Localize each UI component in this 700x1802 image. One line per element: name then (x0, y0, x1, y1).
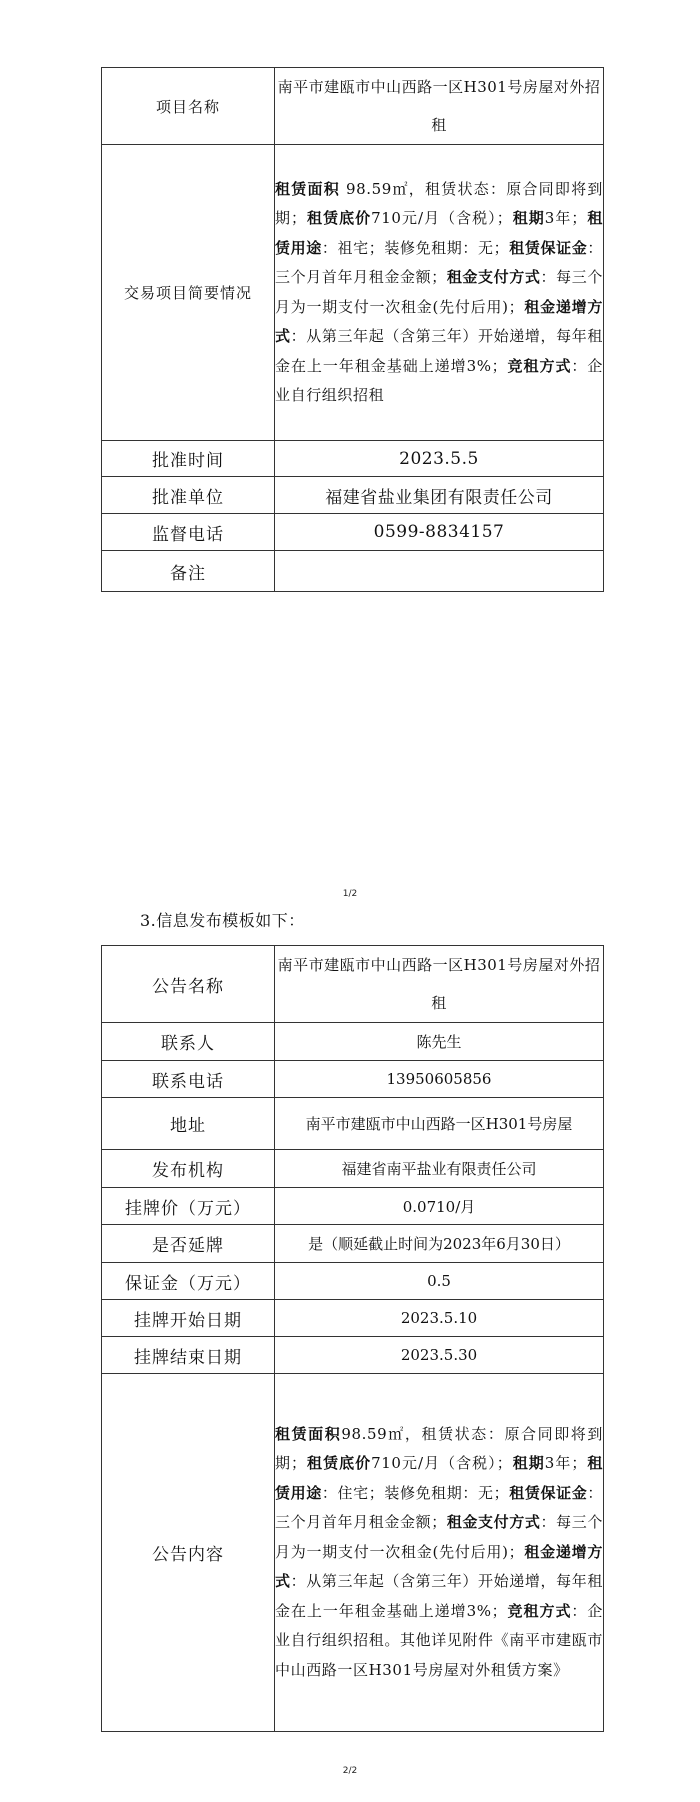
table-row (102, 145, 604, 441)
start-date-value: 2023.5.10 (275, 1300, 604, 1337)
content-term: 租金支付方式 (446, 1513, 541, 1532)
listing-price-label: 挂牌价（万元） (102, 1188, 275, 1225)
content-text: ：三个月首年月租金金额； (275, 1483, 603, 1532)
summary-text: 710元/月（含税）； (371, 209, 513, 227)
content-term: 租赁保证金 (509, 1483, 588, 1502)
contact-label: 联系人 (102, 1023, 275, 1061)
content-term: 租期 (512, 1454, 545, 1473)
table-row (102, 1023, 604, 1061)
deposit-value: 0.5 (275, 1263, 604, 1300)
content-term: 租赁面积 (275, 1424, 342, 1443)
listing-price-value: 0.0710/月 (275, 1188, 604, 1225)
project-name-label: 项目名称 (102, 68, 275, 145)
summary-text: ：从第三年起（含第三年）开始递增，每年租金在上一年租金基础上递增3%； (275, 327, 603, 375)
table-row (102, 1150, 604, 1188)
content-value (275, 1374, 604, 1732)
content-text: 3年； (544, 1454, 587, 1473)
approval-unit-value: 福建省盐业集团有限责任公司 (275, 477, 604, 514)
content-term: 租赁用途 (275, 1454, 603, 1502)
remarks-value (275, 551, 604, 592)
summary-value (275, 145, 604, 441)
publisher-value: 福建省南平盐业有限责任公司 (275, 1150, 604, 1188)
content-term: 竞租方式 (507, 1601, 572, 1620)
end-date-value: 2023.5.30 (275, 1337, 604, 1374)
summary-term: 租期 (512, 209, 545, 227)
project-name-value: 南平市建瓯市中山西路一区H301号房屋对外招租 (275, 68, 604, 145)
table-row (102, 477, 604, 514)
table-row (102, 441, 604, 477)
summary-text: 98.59㎡，租赁状态：原合同即将到期； (275, 179, 603, 227)
publisher-label: 发布机构 (102, 1150, 275, 1188)
table-row (102, 1374, 604, 1732)
summary-text: ：每三个月为一期支付一次租金(先付后用)； (275, 268, 603, 316)
summary-text: ：祖宅；装修免租期：无； (321, 238, 510, 257)
contact-value: 陈先生 (275, 1023, 604, 1061)
extension-value: 是（顺延截止时间为2023年6月30日） (275, 1225, 604, 1263)
content-text: ：从第三年起（含第三年）开始递增，每年租金在上一年租金基础上递增3%； (275, 1572, 603, 1620)
section-heading: 3.信息发布模板如下： (140, 911, 305, 930)
table-row (102, 68, 604, 145)
table-row (102, 1337, 604, 1374)
content-text: ：企业自行组织招租。其他详见附件《南平市建瓯市中山西路一区H301号房屋对外租赁方案》 (275, 1601, 603, 1679)
approval-time-value: 2023.5.5 (275, 441, 604, 477)
end-date-label: 挂牌结束日期 (102, 1337, 275, 1374)
notice-name-value: 南平市建瓯市中山西路一区H301号房屋对外招租 (275, 946, 604, 1023)
summary-term: 竞租方式 (507, 356, 572, 375)
page-number: 1/2 (342, 889, 358, 899)
summary-text: ：三个月首年月租金金额； (275, 238, 603, 286)
table-row (102, 1061, 604, 1098)
table-row (102, 551, 604, 592)
supervision-phone-label: 监督电话 (102, 514, 275, 551)
address-label: 地址 (102, 1098, 275, 1150)
summary-term: 租金递增方式 (275, 297, 603, 345)
summary-term: 租金支付方式 (446, 268, 541, 286)
summary-term: 租赁底价 (306, 209, 372, 227)
approval-time-label: 批准时间 (102, 441, 275, 477)
summary-term: 租赁用途 (275, 209, 603, 257)
deposit-label: 保证金（万元） (102, 1263, 275, 1300)
summary-term: 租赁面积 (275, 179, 340, 198)
supervision-phone-value: 0599-8834157 (275, 514, 604, 551)
table-row (102, 1225, 604, 1263)
summary-label: 交易项目简要情况 (102, 145, 275, 441)
summary-term: 租赁保证金 (509, 238, 588, 257)
contact-phone-value: 13950605856 (275, 1061, 604, 1098)
approval-unit-label: 批准单位 (102, 477, 275, 514)
content-text: ：住宅；装修免租期：无； (321, 1483, 510, 1502)
table-row (102, 1300, 604, 1337)
content-label: 公告内容 (102, 1374, 275, 1732)
extension-label: 是否延牌 (102, 1225, 275, 1263)
contact-phone-label: 联系电话 (102, 1061, 275, 1098)
remarks-label: 备注 (102, 551, 275, 592)
table-row (102, 1098, 604, 1150)
table-row (102, 514, 604, 551)
notice-name-label: 公告名称 (102, 946, 275, 1023)
content-text: 98.59㎡，租赁状态：原合同即将到期； (275, 1424, 603, 1473)
table-row (102, 1188, 604, 1225)
content-text: ：每三个月为一期支付一次租金(先付后用)； (275, 1513, 603, 1561)
table-row (102, 946, 604, 1023)
summary-text: ：企业自行组织招租 (275, 356, 603, 404)
address-value: 南平市建瓯市中山西路一区H301号房屋 (275, 1098, 604, 1150)
announcement-table (101, 945, 604, 1732)
project-info-table (101, 67, 604, 592)
page-number: 2/2 (342, 1766, 358, 1776)
start-date-label: 挂牌开始日期 (102, 1300, 275, 1337)
content-term: 租金递增方式 (275, 1542, 603, 1591)
content-term: 租赁底价 (306, 1454, 372, 1473)
table-row (102, 1263, 604, 1300)
summary-text: 3年； (544, 209, 587, 227)
content-text: 710元/月（含税）； (371, 1454, 513, 1473)
